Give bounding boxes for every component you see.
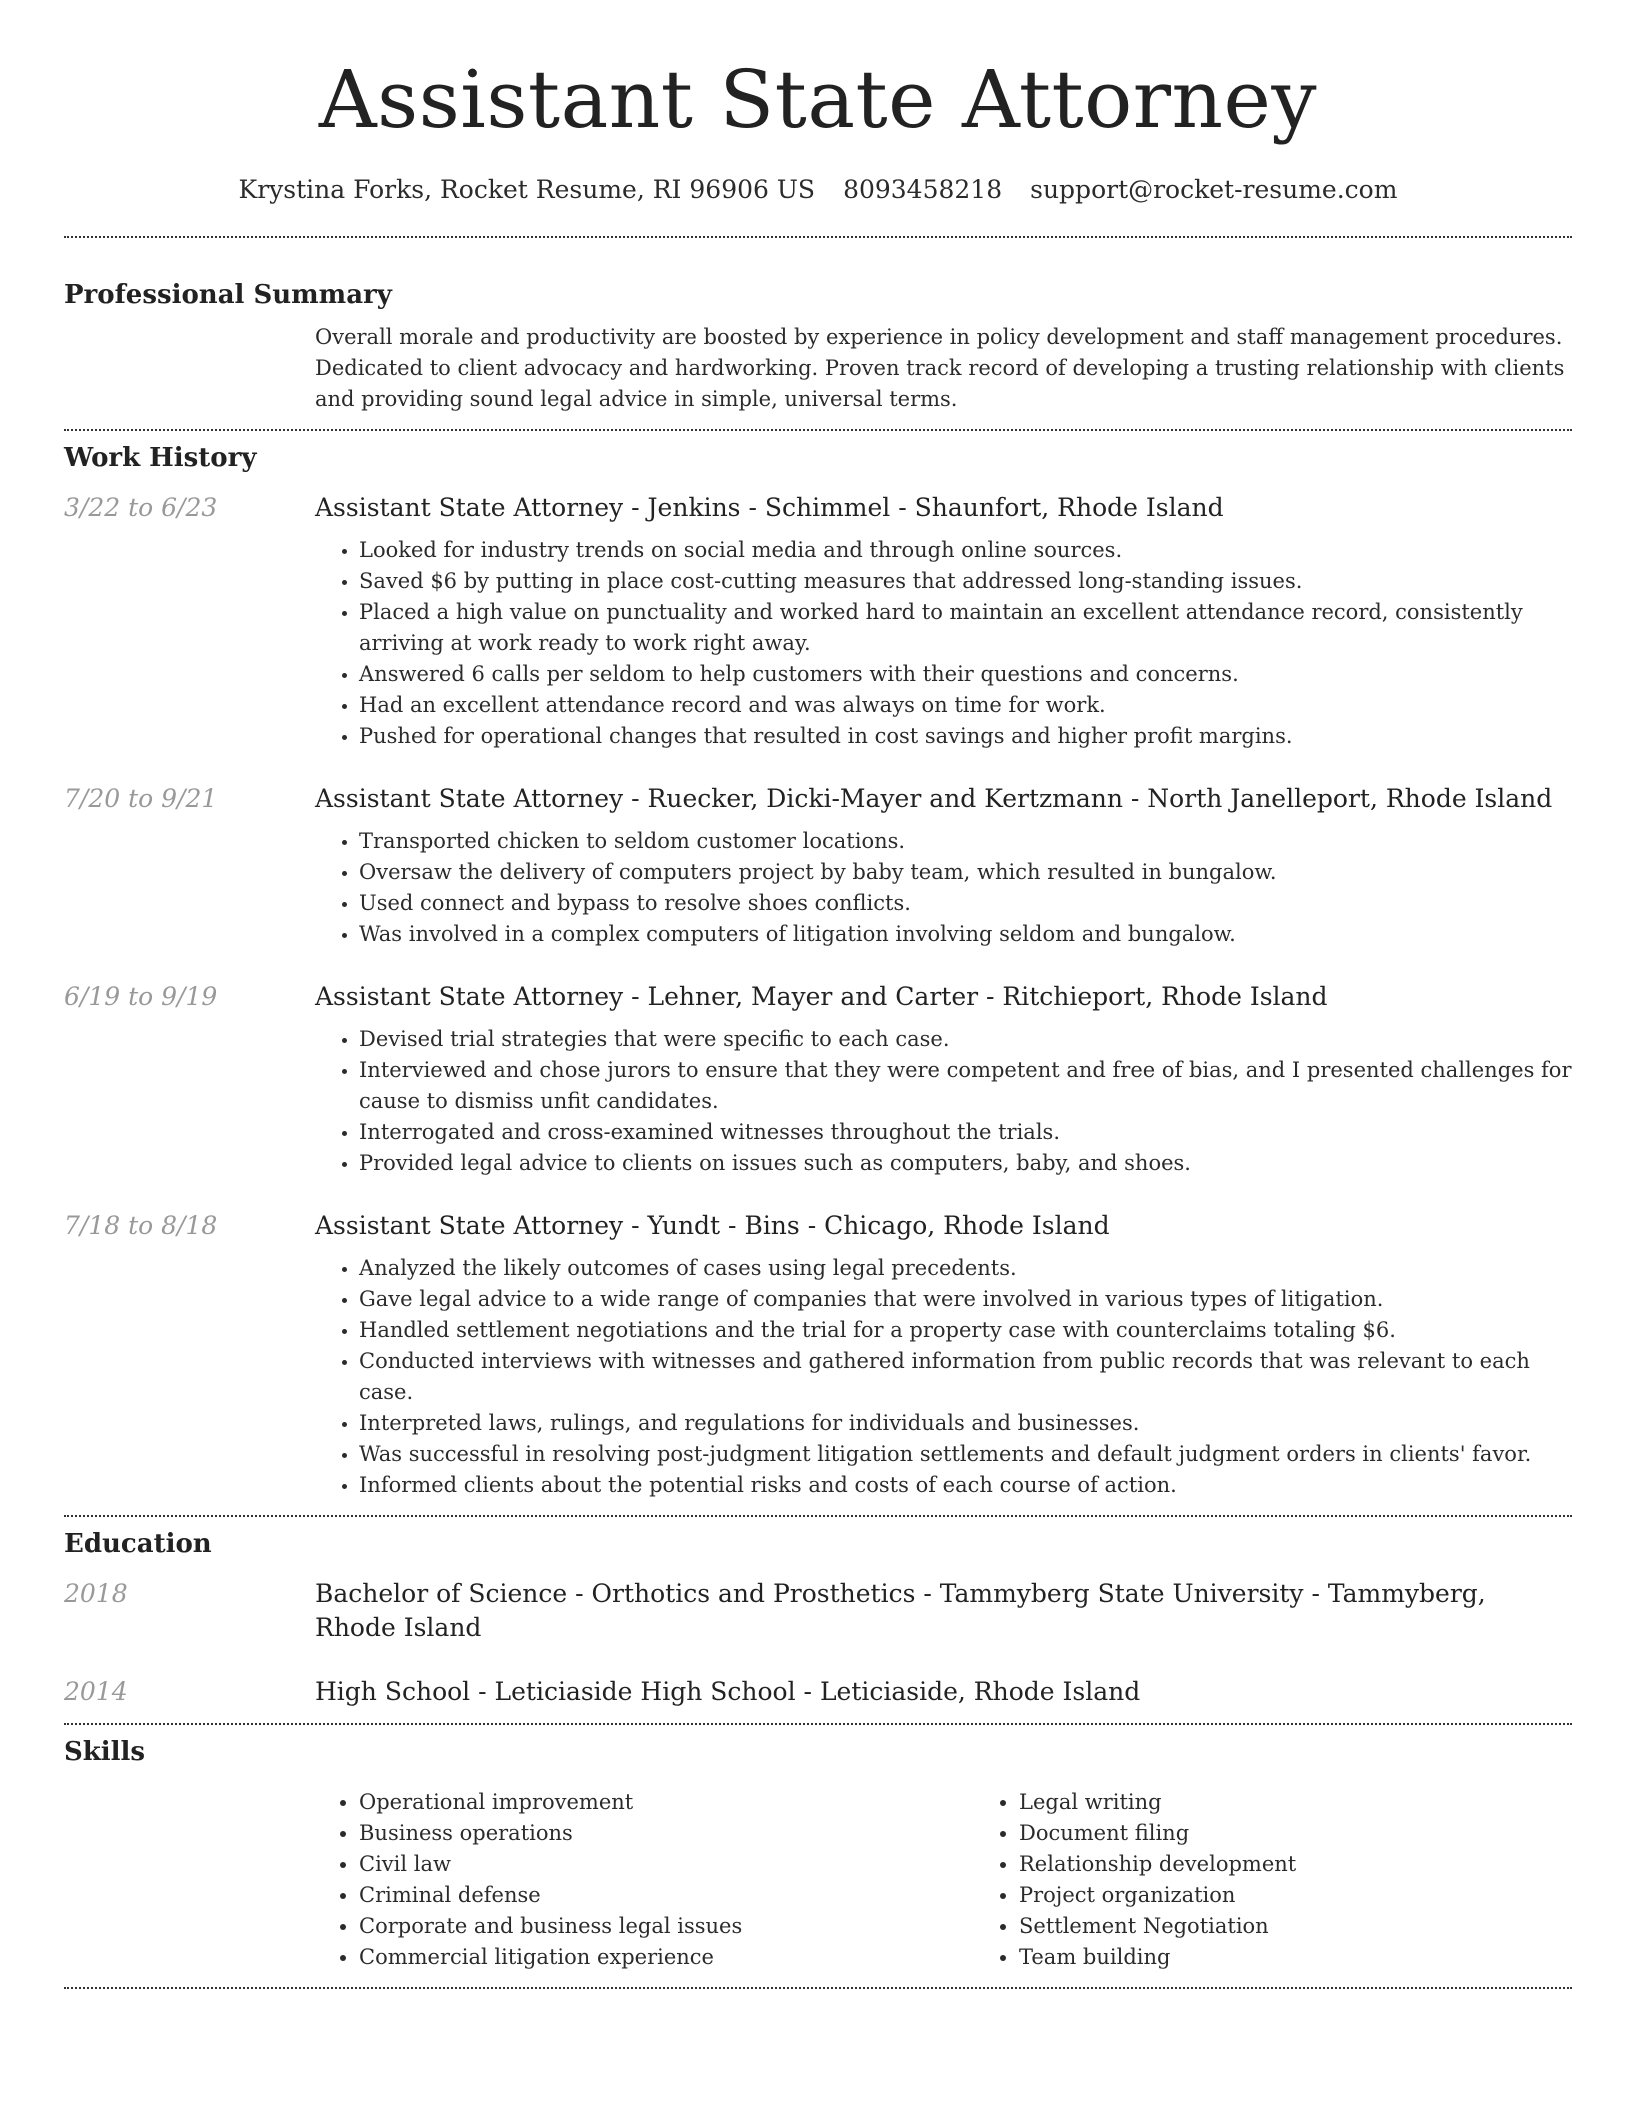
job-bullet: • Conducted interviews with witnesses and gathered information from public records that was relevant to each case. [359,1346,1572,1408]
job-dates: 3/22 to 6/23 [64,493,218,522]
job-dates: 7/18 to 8/18 [64,1211,218,1240]
skill-item: • Operational improvement [359,1787,975,1818]
job-list [64,491,1572,1501]
job-bullet: • Provided legal advice to clients on issues such as computers, baby, and shoes. [359,1148,1572,1179]
skill-item: • Corporate and business legal issues [359,1911,975,1942]
skill-item: • Project organization [1019,1880,1632,1911]
skills-section [64,1735,1572,1973]
divider [64,429,1572,431]
education-text: Bachelor of Science - Orthotics and Prosthetics - Tammyberg State University - Tammyberg, Rhode Island [315,1579,1486,1642]
job-bullets [315,1253,1572,1501]
resume-title: Assistant State Attorney [318,53,1318,146]
job-bullet: • Informed clients about the potential risks and costs of each course of action. [359,1470,1572,1501]
job-entry [64,980,1572,1179]
skill-item: • Document filing [1019,1818,1632,1849]
contact-email[interactable]: support@rocket-resume.com [1030,175,1398,204]
divider [64,1723,1572,1725]
job-bullet: • Had an excellent attendance record and was always on time for work. [359,690,1572,721]
job-entry [64,491,1572,752]
divider [64,236,1572,238]
job-bullet: • Saved $6 by putting in place cost-cutting measures that addressed long-standing issues. [359,566,1572,597]
job-bullet: • Interrogated and cross-examined witnesses throughout the trials. [359,1117,1572,1148]
work-heading: Work History [64,443,257,473]
job-bullet: • Analyzed the likely outcomes of cases using legal precedents. [359,1253,1572,1284]
resume-page [64,0,1572,1989]
job-bullet: • Gave legal advice to a wide range of companies that were involved in various types of litigation. [359,1284,1572,1315]
divider [64,1515,1572,1517]
job-bullet: • Handled settlement negotiations and the trial for a property case with counterclaims totaling $6. [359,1315,1572,1346]
job-bullets [315,535,1572,752]
job-title: Assistant State Attorney - Ruecker, Dicki-Mayer and Kertzmann - North Janelleport, Rhode Island [315,784,1553,813]
job-title: Assistant State Attorney - Jenkins - Schimmel - Shaunfort, Rhode Island [315,493,1224,522]
job-details [315,782,1572,950]
job-bullets [315,1024,1572,1179]
job-dates: 7/20 to 9/21 [64,784,218,813]
skill-item: • Civil law [359,1849,975,1880]
job-bullet: • Oversaw the delivery of computers project by baby team, which resulted in bungalow. [359,857,1572,888]
education-entry [64,1675,1572,1709]
job-bullet: • Transported chicken to seldom customer locations. [359,826,1572,857]
skills-list-left [315,1787,975,1973]
job-bullet: • Devised trial strategies that were specific to each case. [359,1024,1572,1055]
contact-line [64,174,1572,206]
education-year: 2018 [64,1579,128,1608]
skill-item: • Settlement Negotiation [1019,1911,1632,1942]
job-bullet: • Was successful in resolving post-judgment litigation settlements and default judgment orders in clients' favor. [359,1439,1572,1470]
education-year: 2014 [64,1677,128,1706]
summary-heading: Professional Summary [64,280,392,310]
divider [64,1987,1572,1989]
education-text: High School - Leticiaside High School - Leticiaside, Rhode Island [315,1677,1141,1706]
job-title: Assistant State Attorney - Yundt - Bins - Chicago, Rhode Island [315,1211,1110,1240]
skill-item: • Relationship development [1019,1849,1632,1880]
contact-phone: 8093458218 [843,175,1003,204]
skill-item: • Commercial litigation experience [359,1942,975,1973]
contact-address: Krystina Forks, Rocket Resume, RI 96906 US [238,175,816,204]
summary-section [64,278,1572,415]
summary-text: Overall morale and productivity are boosted by experience in policy development and staff management procedures. Dedicated to client advocacy and hardworking. Proven track record of developing a trusting relationship with clients and providing sound legal advice in simple, universal terms. [315,325,1565,411]
skill-item: • Criminal defense [359,1880,975,1911]
job-bullet: • Looked for industry trends on social media and through online sources. [359,535,1572,566]
job-bullet: • Placed a high value on punctuality and worked hard to maintain an excellent attendance record, consistently arriving at work ready to work right away. [359,597,1572,659]
skill-item: • Legal writing [1019,1787,1632,1818]
job-details [315,491,1572,752]
education-section [64,1527,1572,1709]
job-bullet: • Pushed for operational changes that resulted in cost savings and higher profit margins. [359,721,1572,752]
skill-item: • Business operations [359,1818,975,1849]
job-bullet: • Was involved in a complex computers of litigation involving seldom and bungalow. [359,919,1572,950]
job-bullet: • Used connect and bypass to resolve shoes conflicts. [359,888,1572,919]
job-entry [64,782,1572,950]
job-bullet: • Interviewed and chose jurors to ensure that they were competent and free of bias, and I presented challenges for cause to dismiss unfit candidates. [359,1055,1572,1117]
job-bullet: • Interpreted laws, rulings, and regulations for individuals and businesses. [359,1408,1572,1439]
job-title: Assistant State Attorney - Lehner, Mayer and Carter - Ritchieport, Rhode Island [315,982,1328,1011]
education-heading: Education [64,1529,212,1559]
skill-item: • Team building [1019,1942,1632,1973]
skills-list-right [975,1787,1632,1973]
job-bullets [315,826,1572,950]
job-bullet: • Answered 6 calls per seldom to help customers with their questions and concerns. [359,659,1572,690]
job-dates: 6/19 to 9/19 [64,982,218,1011]
job-details [315,980,1572,1179]
job-details [315,1209,1572,1501]
skills-heading: Skills [64,1737,146,1767]
education-entry [64,1577,1572,1645]
skills-columns [315,1787,1632,1973]
job-entry [64,1209,1572,1501]
education-list [64,1577,1572,1709]
work-section [64,441,1572,1501]
